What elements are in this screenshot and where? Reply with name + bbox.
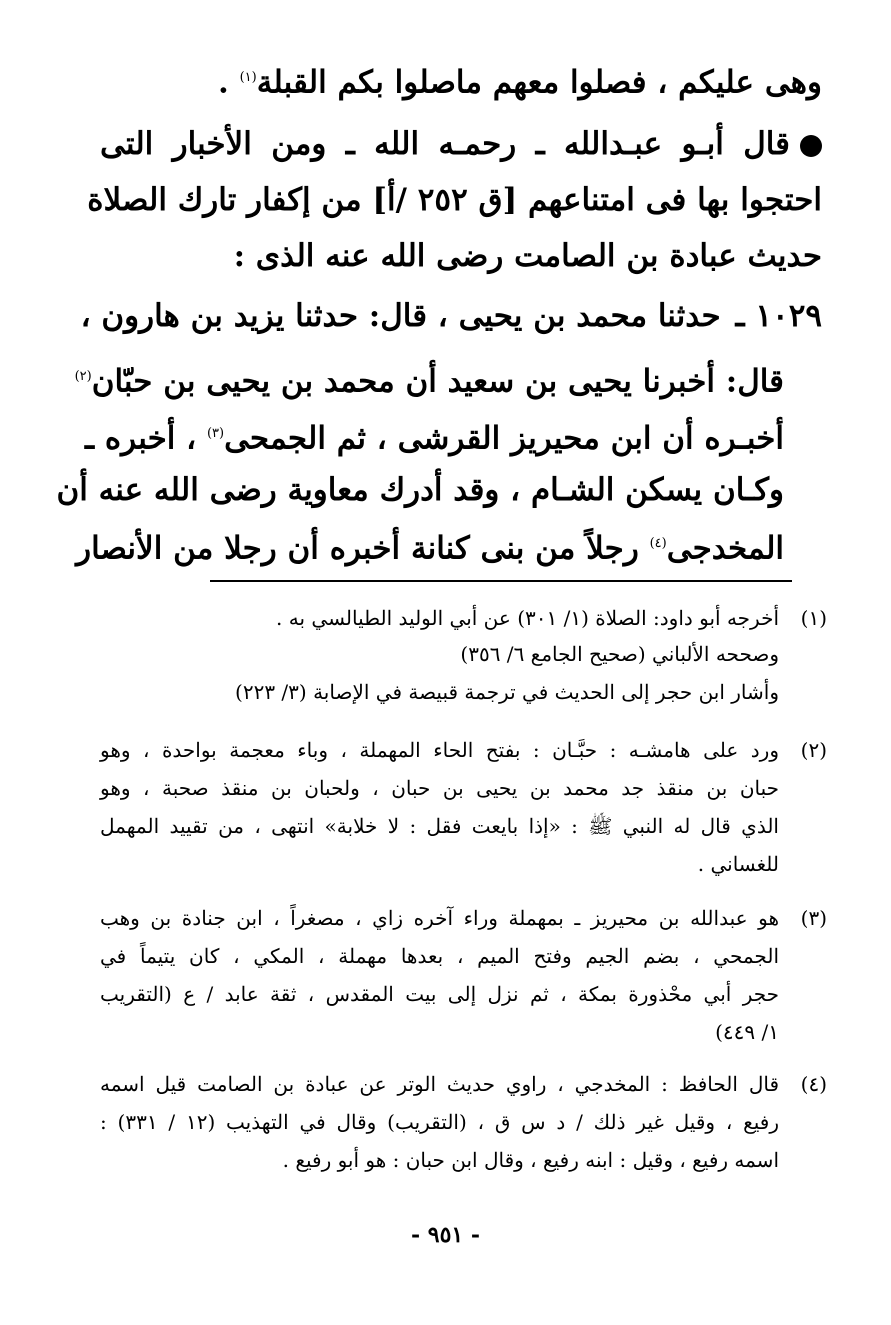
footnote-2-line-2: حبان بن منقذ جد محمد بن يحيى بن حبان ، ولحبان بن منقذ صحبة ، وهو (100, 776, 779, 800)
paragraph-2-line-2: احتجوا بها فى امتناعهم [ق ٢٥٢ /أ] من إكفار تارك الصلاة (87, 182, 822, 218)
footnote-ref-3[interactable]: (٣) (206, 426, 225, 441)
page-number: - ٩٥١ - (410, 1222, 481, 1248)
hadith-line-3: أخبـره أن ابن محيريز القرشى ، ثم الجمحى$^{(٣)}$ ، أخبره ـ (85, 420, 784, 457)
footnote-4-number: (٤) (800, 1072, 827, 1096)
hadith-number: ١٠٢٩ ـ (735, 298, 822, 334)
footnote-1-line-3: وأشار ابن حجر إلى الحديث في ترجمة قبيصة في الإصابة (٣/ ٢٢٣) (235, 680, 779, 704)
footnote-4-line-1: قال الحافظ : المخدجي ، راوي حديث الوتر عن عبادة بن الصامت قيل اسمه (100, 1072, 780, 1096)
footnote-1-number: (١) (800, 606, 827, 630)
footnote-1-line-2: وصححه الألباني (صحيح الجامع ٦/ ٣٥٦) (460, 642, 779, 666)
hadith-line-4: وكـان يسكن الشـام ، وقد أدرك معاوية رضى الله عنه أن (56, 472, 784, 508)
footnote-2-number: (٢) (800, 738, 827, 762)
footnote-4-line-3: اسمه رفيع ، وقيل : ابنه رفيع ، وقال ابن حبان : هو أبو رفيع . (282, 1148, 779, 1172)
paragraph-2-line-1: قال أبـو عبـدالله ـ رحمـه الله ـ ومن الأخبار التى (100, 122, 822, 166)
footnote-2-line-3: الذي قال له النبي ﷺ : «إذا بايعت فقل : لا خلابة» انتهى ، من تقييد المهمل (100, 814, 779, 838)
footnote-3-line-2: الجمحي ، بضم الجيم وفتح الميم ، بعدها مهملة ، المكي ، كان يتيماً في (100, 944, 779, 968)
main-line-1: وهى عليكم ، فصلوا معهم ماصلوا بكم القبلة$^{(١)}$ . (218, 64, 822, 101)
footnote-1-line-1: أخرجه أبو داود: الصلاة (١/ ٣٠١) عن أبي الوليد الطيالسي به . (276, 606, 779, 630)
footnote-3-line-3: حجر أبي محْذورة بمكة ، ثم نزل إلى بيت المقدس ، ثقة عابد / ع (التقريب (100, 982, 779, 1006)
footnote-ref-1[interactable]: (١) (239, 70, 257, 85)
footnote-separator (210, 580, 792, 582)
footnote-2-line-1: ورد على هامشـه : حبَّـان : بفتح الحاء المهملة ، وباء معجمة بواحدة ، وهو (100, 738, 779, 762)
hadith-line-5: المخدجى$^{(٤)}$ رجلاً من بنى كنانة أخبره أن رجلا من الأنصار (76, 530, 784, 567)
paragraph-2-line-3: حديث عبادة بن الصامت رضى الله عنه الذى : (233, 238, 822, 274)
footnote-3-line-1: هو عبدالله بن محيريز ـ بمهملة وراء آخره زاي ، مصغراً ، ابن جنادة بن وهب (100, 906, 780, 930)
footnote-2-line-4: للغساني . (697, 852, 779, 876)
footnote-ref-4[interactable]: (٤) (649, 536, 667, 551)
footnote-4-line-2: رفيع ، وقيل غير ذلك / د س ق ، (التقريب) وقال في التهذيب (١٢ / ٣٣١) : (100, 1110, 780, 1134)
footnote-ref-2[interactable]: (٢) (74, 369, 92, 384)
footnote-3-line-4: ١/ ٤٤٩) (715, 1020, 779, 1044)
footnote-3-number: (٣) (800, 906, 827, 930)
bullet-icon (800, 135, 822, 157)
hadith-line-2: قال: أخبرنا يحيى بن سعيد أن محمد بن يحيى بن حبّان$^{(٢)}$ (74, 363, 784, 400)
hadith-line-1: ١٠٢٩ ـ حدثنا محمد بن يحيى ، قال: حدثنا يزيد بن هارون ، (80, 298, 822, 334)
